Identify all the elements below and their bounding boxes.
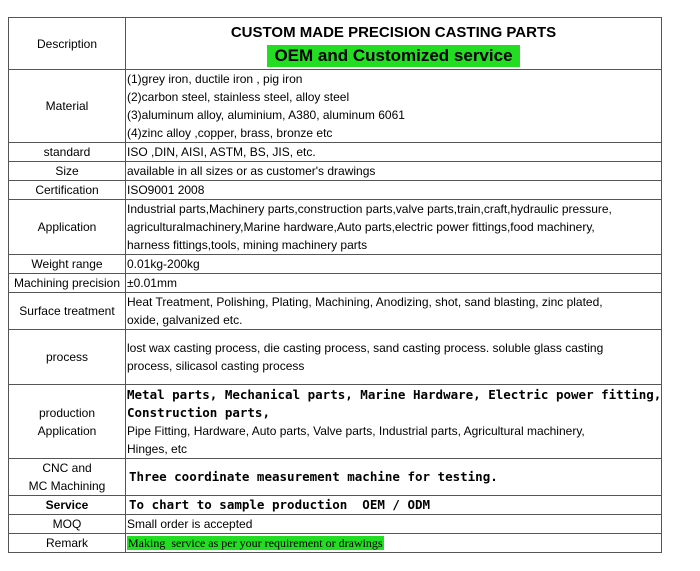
production-value	[126, 385, 662, 459]
weight-label: Weight range	[9, 255, 126, 274]
moq-label: MOQ	[9, 515, 126, 534]
service-label: Service	[9, 496, 126, 515]
row-size	[9, 162, 662, 181]
process-line: process, silicasol casting process	[127, 359, 305, 373]
page-title: CUSTOM MADE PRECISION CASTING PARTS	[230, 24, 557, 41]
application-line: harness fittings,tools, mining machinery parts	[127, 238, 368, 252]
remark-label: Remark	[9, 534, 126, 553]
machining-label: Machining precision	[9, 274, 126, 293]
header-row	[9, 18, 662, 70]
service-value-cell	[126, 496, 662, 515]
row-service	[9, 496, 662, 515]
production-label-line: production	[38, 405, 96, 420]
application-line: Industrial parts,Machinery parts,construction parts,valve parts,train,craft,hydraulic pressure,	[127, 202, 612, 216]
material-line: (2)carbon steel, stainless steel, alloy steel	[127, 90, 350, 104]
cnc-value: Three coordinate measurement machine for testing.	[129, 469, 498, 484]
row-surface	[9, 293, 662, 330]
process-value	[126, 330, 662, 385]
row-cnc	[9, 459, 662, 496]
material-value	[126, 70, 662, 143]
production-bold-line: Metal parts, Mechanical parts, Marine Hardware, Electric power fitting,	[127, 386, 662, 402]
material-line: (1)grey iron, ductile iron , pig iron	[127, 72, 303, 86]
row-weight	[9, 255, 662, 274]
application-value	[126, 200, 662, 255]
production-line: Pipe Fitting, Hardware, Auto parts, Valve parts, Industrial parts, Agricultural machinery,	[127, 423, 585, 438]
oem-banner: OEM and Customized service	[267, 45, 519, 67]
surface-label: Surface treatment	[9, 293, 126, 330]
material-label: Material	[9, 70, 126, 143]
header-cell	[126, 18, 662, 70]
description-label: Description	[9, 18, 126, 70]
row-moq	[9, 515, 662, 534]
process-label: process	[9, 330, 126, 385]
spec-table	[8, 17, 662, 553]
service-value: To chart to sample production OEM / ODM	[129, 497, 431, 512]
material-line: (3)aluminum alloy, aluminium, A380, aluminum 6061	[127, 108, 405, 122]
production-label-line: Application	[37, 423, 97, 438]
weight-value: 0.01kg-200kg	[126, 255, 662, 274]
remark-value: Making service as per your requirement or drawings	[128, 536, 383, 550]
production-label	[9, 385, 126, 459]
moq-value: Small order is accepted	[126, 515, 662, 534]
row-certification	[9, 181, 662, 200]
surface-line: oxide, galvanized etc.	[127, 313, 243, 327]
row-process	[9, 330, 662, 385]
row-material	[9, 70, 662, 143]
standard-label: standard	[9, 143, 126, 162]
row-remark	[9, 534, 662, 553]
surface-value	[126, 293, 662, 330]
production-bold-line: Construction parts,	[127, 404, 270, 420]
cnc-label-line: CNC and	[42, 461, 92, 475]
size-value: available in all sizes or as customer's drawings	[126, 162, 662, 181]
size-label: Size	[9, 162, 126, 181]
material-line: (4)zinc alloy ,copper, brass, bronze etc	[127, 126, 333, 140]
cnc-label	[9, 459, 126, 496]
cnc-value-cell	[126, 459, 662, 496]
remark-value-cell	[126, 534, 662, 553]
application-line: agriculturalmachinery,Marine hardware,Auto parts,electric power fittings,food machinery,	[127, 220, 595, 234]
certification-label: Certification	[9, 181, 126, 200]
machining-value: ±0.01mm	[126, 274, 662, 293]
row-machining	[9, 274, 662, 293]
surface-line: Heat Treatment, Polishing, Plating, Machining, Anodizing, shot, sand blasting, zinc plated,	[127, 295, 603, 309]
process-line: lost wax casting process, die casting process, sand casting process. soluble glass casting	[127, 341, 604, 355]
certification-value: ISO9001 2008	[126, 181, 662, 200]
row-standard	[9, 143, 662, 162]
standard-value: ISO ,DIN, AISI, ASTM, BS, JIS, etc.	[126, 143, 662, 162]
production-line: Hinges, etc	[127, 441, 188, 456]
cnc-label-line: MC Machining	[28, 479, 106, 493]
row-application	[9, 200, 662, 255]
row-production	[9, 385, 662, 459]
application-label: Application	[9, 200, 126, 255]
